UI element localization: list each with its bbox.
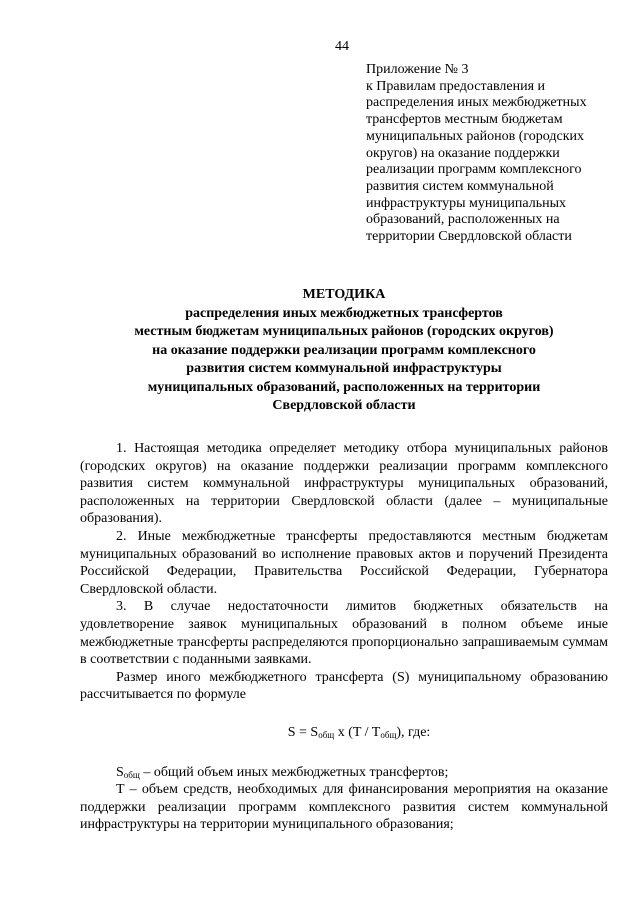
formula-mid: х (T / T [334, 724, 381, 740]
annex-line: распределения иных межбюджетных [366, 95, 587, 111]
title-line: на оказание поддержки реализации программ комплексного [152, 342, 536, 358]
definition-1-sub: общ [123, 769, 140, 780]
annex-line: образований, расположенных на [366, 212, 560, 228]
annex-line: реализации программ комплексного [366, 162, 582, 178]
formula-s: S [287, 724, 296, 740]
title-line: распределения иных межбюджетных трансфертов [185, 305, 503, 321]
paragraph-3: 3. В случае недостаточности лимитов бюджетных обязательств на удовлетворение заявок муниципальных образований в полном объеме иные межбюджетные трансферты распределяются пропорционально запрашиваемым суммам в соответствии с поданными заявками. [80, 599, 608, 668]
annex-line: инфраструктуры муниципальных [366, 195, 566, 211]
formula-tail: ), где: [396, 724, 431, 740]
formula-sub-total-2: общ [380, 729, 397, 740]
annex-line: развития систем коммунальной [366, 178, 554, 194]
document-title [80, 286, 608, 416]
paragraph-1: 1. Настоящая методика определяет методику отбора муниципальных районов (городских округов) на оказание поддержки реализации программ комплексного развития систем коммунальной инфраструктуры муниципальных образований, расположенных на территории Свердловской области (далее – муниципальные образования). [80, 441, 608, 527]
annex-line: территории Свердловской области [366, 229, 572, 245]
annex-line: Приложение № 3 [366, 62, 469, 77]
formula-s2: S [310, 724, 319, 740]
formula-sub-total: общ [318, 729, 335, 740]
annex-line: к Правилам предоставления и [366, 78, 546, 94]
title-line: местным бюджетам муниципальных районов (городских округов) [134, 324, 554, 339]
paragraph-4: Размер иного межбюджетного трансферта (S) муниципальному образованию рассчитывается по формуле [80, 669, 608, 703]
annex-line: округов) на оказание поддержки [366, 145, 560, 161]
annex-line: трансфертов местным бюджетам [366, 112, 563, 128]
definition-2: T – объем средств, необходимых для финансирования мероприятия на оказание поддержки реализации программ комплексного развития систем коммунальной инфраструктуры на территории муниципального образования; [80, 782, 608, 833]
paragraph-2: 2. Иные межбюджетные трансферты предоставляются местным бюджетам муниципальных образований во исполнение правовых актов и поручений Президента Российской Федерации, Правительства Российской Федерации, Губернатора Свердловской области. [80, 528, 608, 597]
definition-1-symbol: S [116, 764, 124, 780]
title-line: муниципальных образований, расположенных на территории [147, 379, 541, 395]
title-heading: МЕТОДИКА [302, 287, 386, 302]
page-number: 44 [335, 39, 349, 54]
formula [80, 724, 608, 742]
annex-line: муниципальных районов (городских [366, 128, 585, 144]
definition-1 [80, 764, 608, 782]
title-line: Свердловской области [272, 398, 416, 413]
title-line: развития систем коммунальной инфраструктуры [186, 361, 502, 376]
definition-1-text: – общий объем иных межбюджетных трансфертов; [139, 764, 449, 780]
annex-header [366, 62, 616, 246]
formula-eq: = [295, 724, 311, 740]
document-body [80, 440, 608, 834]
